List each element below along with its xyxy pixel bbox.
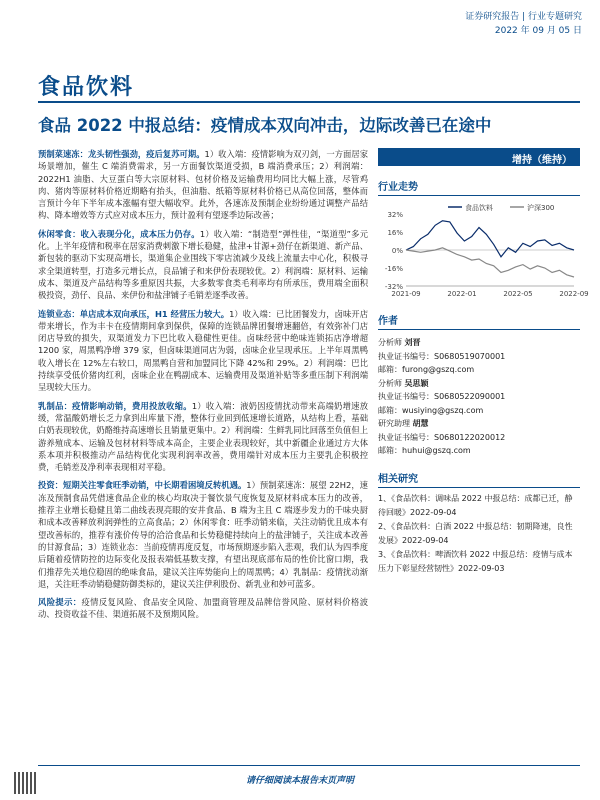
section-body: 1）收入端：“制造型”弹性佳，“渠道型”多元化。上半年疫情和税率在居家消费刺激下增长稳健，盐津+甘源+劲仔在新渠道、新产品、新包装的驱动下实现高增长，渠道集企业围线下零店流减少及线上流量去中心化，积极寻求全渠道转型，打造多元增长点，良品铺子和来伊份表现较优。2）利润端：原材料、运输成本、渠道及产品结构等多重原因共振，大多数零食类毛利率均有所承压，费用端全面积极投资，劲仔、良品、来伊份和盐津铺子毛销差逐季改善。 [38, 228, 368, 301]
author-role: 分析师 [378, 338, 402, 347]
sector-title: 食品饮料 [38, 75, 135, 100]
y-tick-label: 16% [387, 229, 403, 237]
series-line-1 [406, 248, 574, 277]
author-entry [378, 336, 580, 377]
legend-label: 食品饮料 [465, 204, 493, 212]
section-body: 1）收入端：液奶因疫情扰动带来高端奶增速放缓，常温酸奶增长乏力拿到出库量下滑，整体行业回到低速增长道路，从结构上看，基础白奶表现较优，奶酪维持高速增长且销量更集中。2）利润端：生鲜乳同比回落至负值但上游养殖成本、运输及包材材料等成本高企，主要企业表现较好，其中新疆企业通过方大体系本项并积极推动产品结构优化实现利润率改善，费用端针对成本压力主要乳企积极控费，毛销差及净利率表现相对平稳。 [38, 400, 368, 473]
report-date: 2022 年 09 月 05 日 [494, 26, 582, 36]
section-body: 1）预制菜速冻：展望 22H2，速冻及预制食品凭借速食品企业的核心均取决于餐饮景气度恢复及原材料成本压力的改善，推荐主业增长稳健且第二曲线表现亮眼的安井食品、B 端为主且 C 端逐步发力的千味央厨和成本改善释放利润弹性的立高食品；2）休闲零食：旺季动销来临，关注动销优且成本有望改善标的，推荐有涨价传导的洽洽食品和长势稳健持续向上的盐津铺子，关注成本改善的甘源食品；3）连锁业态：当前疫情再度反复，市场预期逐步陷入悲观，我们认为四季度后随着疫情防控的边际变化及报表端低基数支撑，有望出现底部布局的性价比窗口期，我们推荐先关地位稳固的绝味食品，建议关注库势能向上的周黑鸭；4）乳制品：疫情扰动渐退，关注旺季动销稳健防御类标的，建议关注伊利股份、新乳业和妙可蓝多。 [38, 480, 368, 589]
author-entry [378, 417, 580, 458]
section-keyword: 投资：短期关注零食旺季动销，中长期看困境反转机遇。 [38, 480, 247, 491]
author-cert: 执业证书编号：S0680522090001 [378, 392, 506, 401]
sidebar [378, 148, 589, 576]
author-name: 胡慧 [412, 419, 429, 428]
title-rule [38, 101, 580, 103]
footer-note: 请仔细阅读本报告末页声明 [245, 776, 354, 786]
trend-chart [378, 200, 589, 300]
related-item[interactable]: 3、《食品饮料：啤酒饮料 2022 中报总结：疫情与成本压力下彰显经营韧性》2022-09-03 [378, 549, 573, 573]
authors-list [378, 336, 580, 458]
section-keyword: 预制菜速冻：龙头韧性强劲，疫后复苏可期。 [38, 149, 205, 159]
related-item[interactable]: 1、《食品饮料：调味品 2022 中报总结：成都已迁，静待回暖》2022-09-04 [378, 493, 573, 517]
author-cert: 执业证书编号：S0680519070001 [378, 351, 506, 361]
author-role: 分析师 [378, 378, 402, 388]
section-paragraph [38, 596, 368, 621]
section-keyword: 风险提示： [38, 597, 82, 608]
related-item[interactable]: 2、《食品饮料：白酒 2022 中报总结：韧期降速，良性发展》2022-09-04 [378, 521, 573, 545]
authors-title: 作者 [378, 312, 580, 330]
author-entry [378, 377, 580, 418]
section-paragraph [38, 400, 368, 474]
x-tick-label: 2022-05 [503, 290, 533, 298]
report-header [465, 10, 582, 38]
author-name: 刘晋 [404, 338, 421, 347]
report-title: 食品 2022 中报总结：疫情成本双向冲击，边际改善已在途中 [38, 116, 492, 135]
trend-chart-svg [378, 200, 589, 300]
related-title: 相关研究 [378, 470, 580, 488]
x-tick-label: 2022-09 [559, 290, 589, 298]
summary-column [38, 148, 368, 627]
section-body: 疫情反复风险、食品安全风险、加盟商管理及品牌信誉风险、原材料价格波动、投资收益不佳、渠道拓展不及预期风险。 [38, 597, 368, 620]
section-paragraph [38, 308, 368, 394]
section-keyword: 乳制品：疫情影响动销，费用投放收缩。 [38, 400, 192, 411]
y-tick-label: 0% [391, 247, 403, 255]
section-paragraph [38, 148, 368, 222]
report-type: 证券研究报告 | 行业专题研究 [465, 12, 582, 22]
author-cert: 执业证书编号：S0680122020012 [378, 432, 506, 442]
footer-rule [38, 765, 580, 766]
y-tick-label: -16% [384, 265, 403, 273]
author-mail[interactable]: 邮箱：wusiying@gszq.com [378, 405, 484, 415]
section-body: 1）收入端：已比团餐发力，卤味开店带来增长，作为丰卡在疫情期间拿到保供，保障的连锁品牌团餐增速翻倍，有效弥补门店闭店导致的损失，双渠道发力下巴比收入稳健性更佳。卤味经营中绝味连锁拓店净增超 1200 家，周黑鸭净增 379 家，但卤味渠道同店为弱，卤味企业呈现承压。上半年周黑鸭收入增长在 12%左右较口，周黑鸭自营和加盟同比下降 42%和 29%。2）利润端：巴比持续享受低价猪肉红利，卤味企业在鸭副成本、运输费用及渠道补贴等多重压制下利润端呈现较大压力。 [38, 308, 369, 393]
section-paragraph [38, 228, 368, 302]
section-body: 1）收入端：疫情影响为双刃剑，一方面居家场景增加，催生 C 端消费需求，另一方面餐饮渠道受损，B 端消费承压；2）利润端：2022H1 油脂、大豆蛋白等大宗原材料、包材价格及运输费用均同比大幅上涨，尽管鸡肉、猪肉等原材料价格近期略有抬头，但油脂、纸箱等原材料价格已从高位回落，整体而言预计今年下半年成本涨幅有望大幅收窄。此外，各速冻及预制企业纷纷通过调整产品结构、降本增效等方式应对成本压力，预计盈利有望逐季边际改善； [38, 149, 369, 221]
trend-title: 行业走势 [378, 178, 580, 196]
section-keyword: 连锁业态：单店成本双向承压，H1 经营压力较大。 [38, 308, 230, 319]
author-role: 研究助理 [378, 419, 410, 428]
x-tick-label: 2021-09 [391, 290, 421, 298]
x-tick-label: 2022-01 [447, 290, 477, 298]
section-paragraph [38, 479, 368, 590]
author-mail[interactable]: 邮箱：furong@gszq.com [378, 365, 475, 374]
legend-label: 沪深300 [527, 204, 555, 212]
author-name: 吴思颖 [404, 378, 429, 388]
y-tick-label: 32% [387, 211, 403, 219]
series-line-0 [406, 221, 574, 257]
rating-badge: 增持（维持） [378, 148, 580, 166]
y-tick-label: -32% [384, 283, 403, 291]
section-keyword: 休闲零食：收入表现分化，成本压力仍存。 [38, 228, 200, 239]
related-list [378, 492, 580, 576]
author-mail[interactable]: 邮箱：huhui@gszq.com [378, 446, 471, 455]
